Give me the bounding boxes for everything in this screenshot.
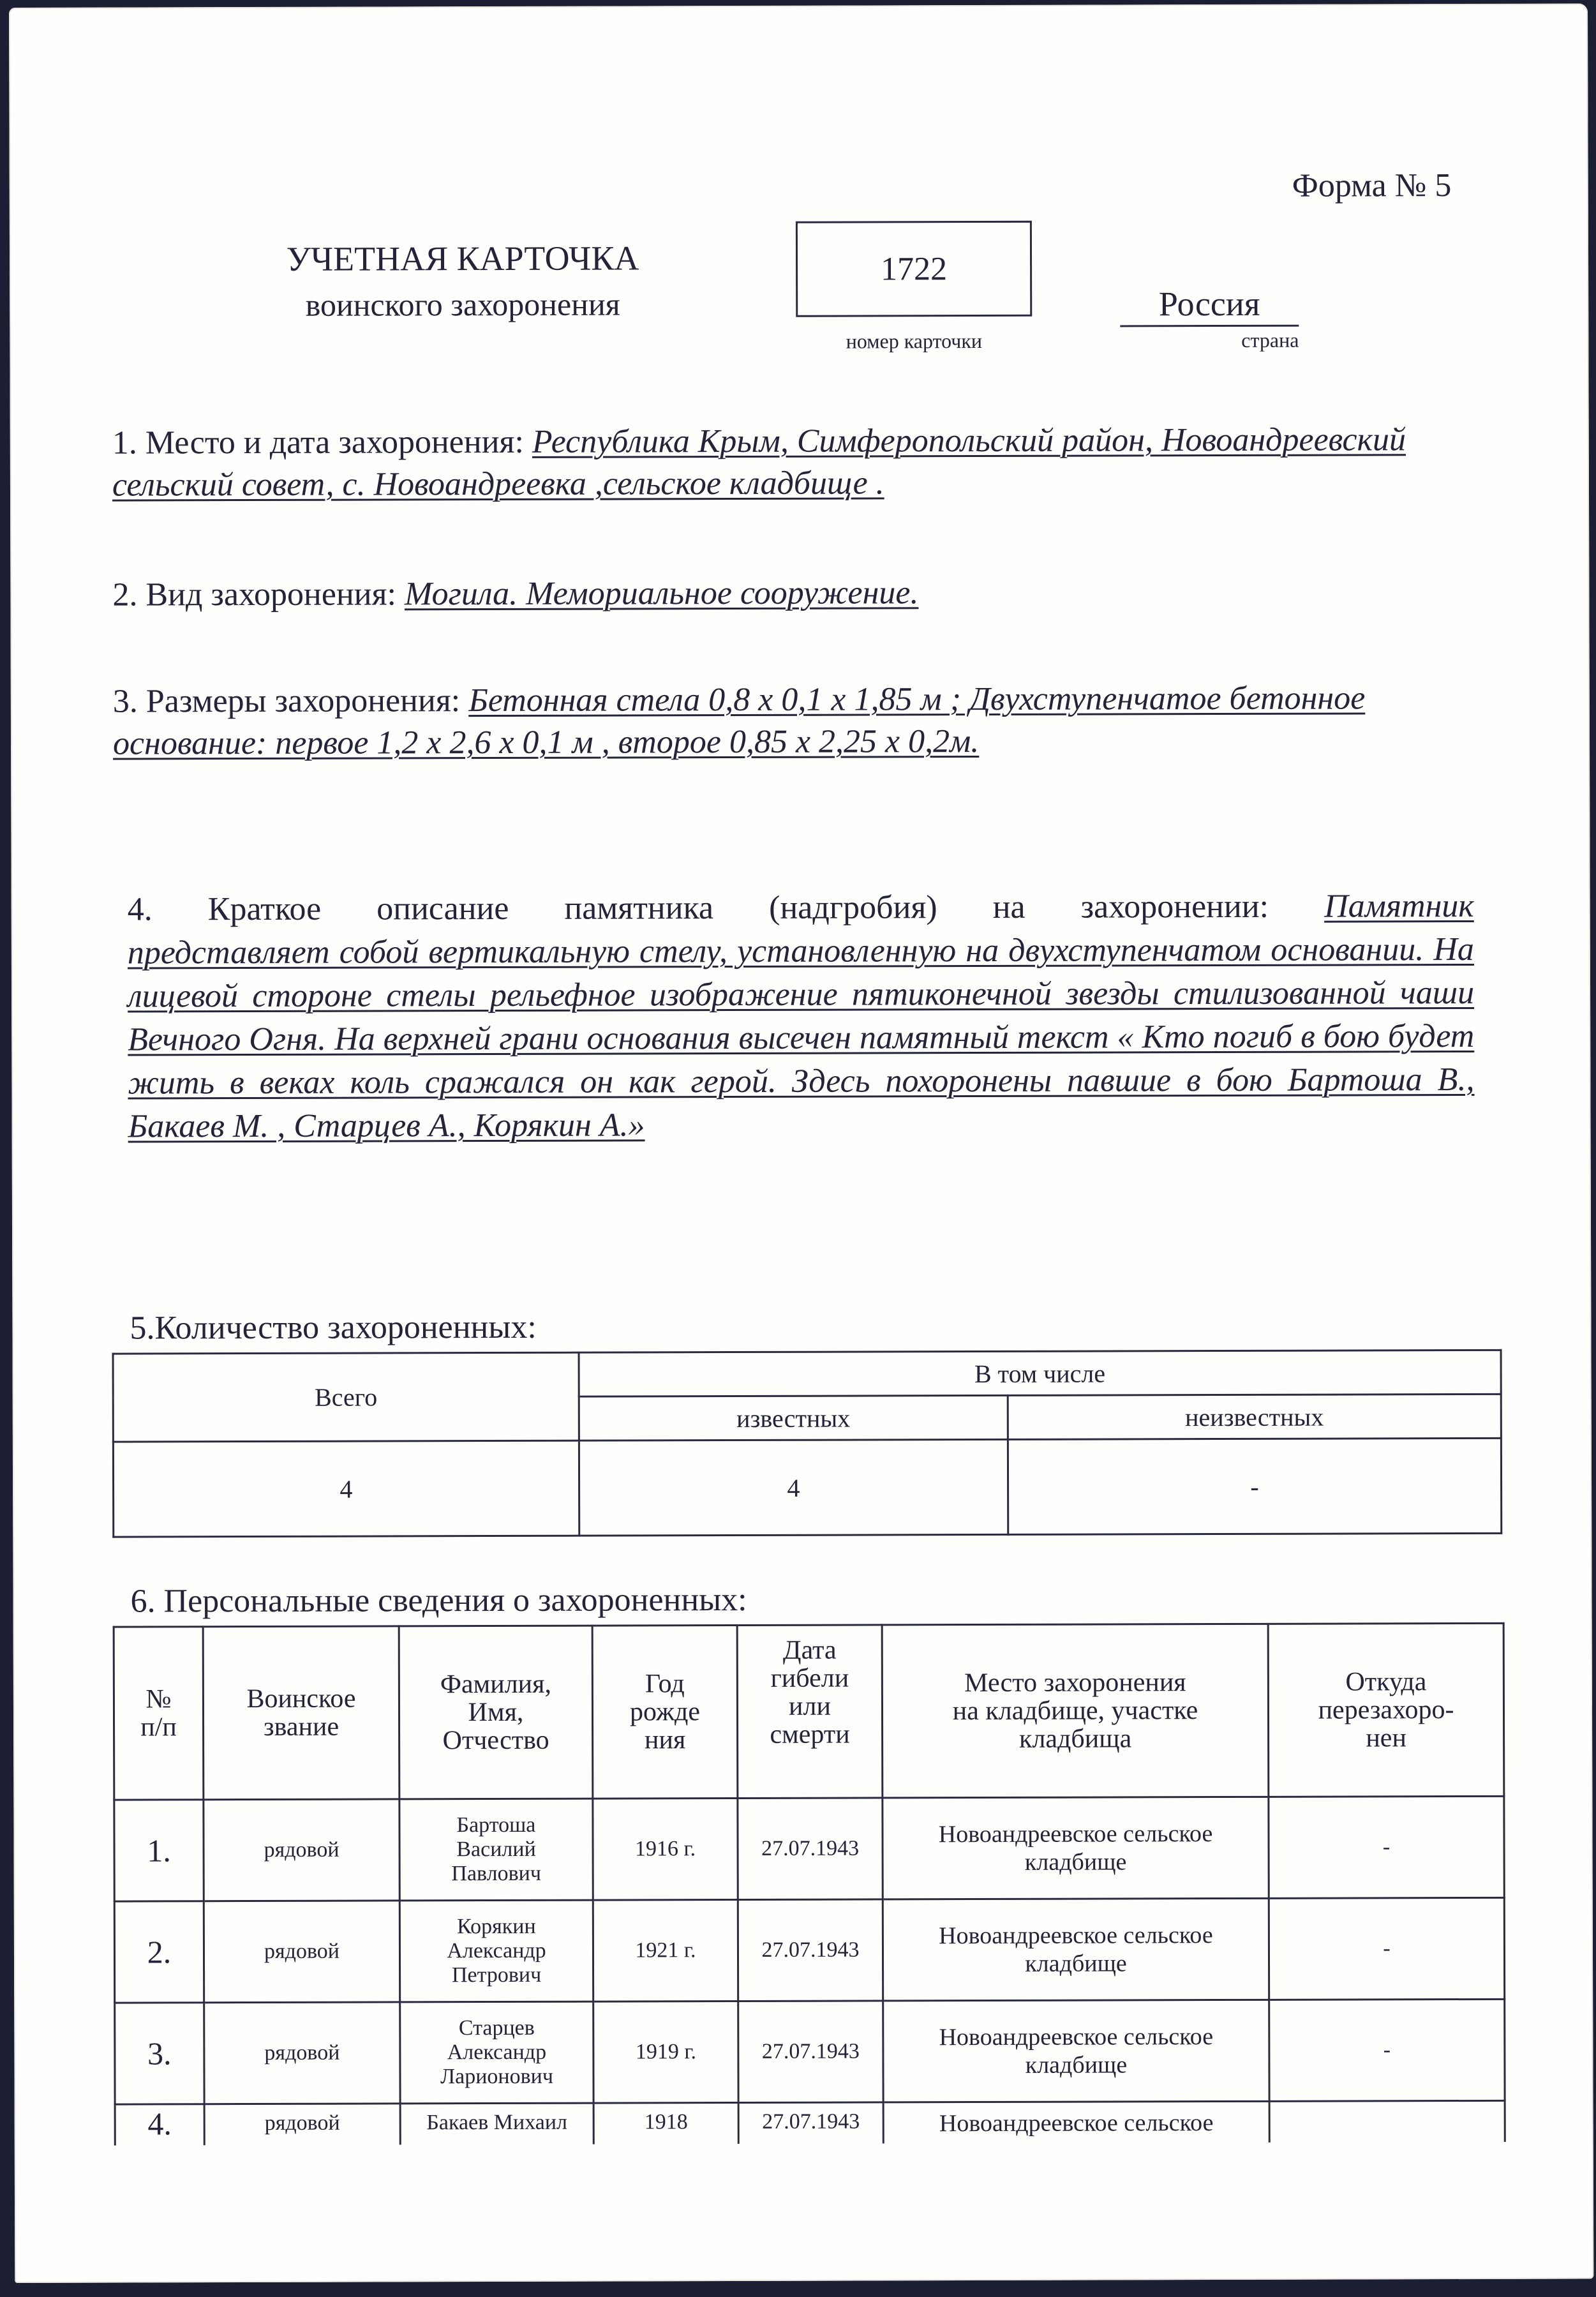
row-death-date: 27.07.1943: [738, 2001, 883, 2103]
description-label: 4. Краткое описание памятника (надгробия) на захоронении:: [127, 888, 1325, 928]
country-label: страна: [1241, 328, 1299, 352]
row-reburied-from: -: [1269, 1796, 1504, 1898]
header-known: известных: [579, 1395, 1008, 1440]
row-name: Старцев Александр Ларионович: [400, 2001, 593, 2104]
row-birth-year: 1919 г.: [593, 2001, 738, 2104]
row-number: 2.: [114, 1901, 204, 2003]
col-name: Фамилия, Имя, Отчество: [399, 1626, 593, 1799]
row-death-date: 27.07.1943: [738, 1899, 883, 2001]
row-reburied-from: [1269, 2100, 1505, 2146]
table-row: [115, 2100, 1505, 2146]
col-rank: Воинское звание: [203, 1626, 399, 1800]
burial-type-value: Могила. Мемориальное сооружение.: [404, 574, 919, 613]
row-birth-year: 1916 г.: [593, 1799, 738, 1901]
col-death-date: Дата гибели или смерти: [737, 1625, 883, 1799]
card-number: 1722: [881, 250, 948, 287]
col-number: № п/п: [114, 1627, 204, 1800]
col-reburied-from: Откуда перезахоро- нен: [1268, 1623, 1504, 1797]
row-reburied-from: -: [1269, 1999, 1505, 2101]
form-number: Форма № 5: [1292, 167, 1452, 204]
row-burial-place: Новоандреевское сельское кладбище: [883, 1898, 1269, 2001]
section-monument-description: [128, 885, 1475, 1149]
burial-place-label: 1. Место и дата захоронения:: [112, 423, 532, 461]
col-burial-place: Место захоронения на кладбище, участке кладбища: [882, 1624, 1269, 1798]
section-burial-place: [112, 419, 1452, 506]
row-death-date: 27.07.1943: [738, 1798, 883, 1900]
card-title: УЧЕТНАЯ КАРТОЧКА: [286, 239, 639, 278]
table-row: [114, 1796, 1504, 1901]
row-name: Бакаев Михаил: [400, 2103, 593, 2146]
persons-table-title: 6. Персональные сведения о захороненных:: [130, 1581, 747, 1620]
col-birth-year: Год рожде ния: [592, 1626, 738, 1799]
table-row: [115, 1999, 1505, 2104]
card-number-box: [796, 221, 1032, 317]
card-number-label: номер карточки: [846, 329, 983, 353]
page-content: [9, 3, 1596, 2146]
persons-table: [113, 1622, 1506, 2146]
row-name: Бартоша Василий Павлович: [399, 1799, 593, 1901]
row-number: 3.: [115, 2003, 204, 2104]
row-reburied-from: -: [1269, 1897, 1504, 2000]
country: Россия: [1120, 284, 1299, 327]
count-table-title: 5.Количество захороненных:: [130, 1308, 537, 1347]
value-unknown: -: [1008, 1438, 1501, 1534]
burial-type-label: 2. Вид захоронения:: [112, 576, 405, 613]
persons-table-header: [114, 1623, 1504, 1800]
row-rank: рядовой: [204, 1799, 399, 1901]
row-rank: рядовой: [204, 2104, 400, 2146]
row-number: 1.: [114, 1800, 204, 1901]
row-birth-year: 1921 г.: [593, 1900, 738, 2002]
row-name: Корякин Александр Петрович: [399, 1900, 593, 2002]
row-burial-place: Новоандреевское сельское: [883, 2101, 1269, 2146]
card-subtitle: воинского захоронения: [305, 286, 620, 323]
row-death-date: 27.07.1943: [738, 2102, 883, 2146]
row-burial-place: Новоандреевское сельское кладбище: [883, 2000, 1269, 2102]
description-value: Памятник представляет собой вертикальную стелу, установленную на двухступенчатом основании. На лицевой стороне стелы рельефное изображение пятиконечной звезды стилизованной чаши Вечного Огня. На верхней грани основания высечен памятный текст « Кто погиб в бою будет жить в веках коль сражался он как герой. Здесь похоронены павшие в бою Бартоша В., Бакаев М. , Старцев А., Корякин А.»: [127, 887, 1475, 1145]
document-page: [9, 4, 1593, 2283]
row-number: 4.: [115, 2104, 204, 2146]
dimensions-label: 3. Размеры захоронения:: [112, 682, 469, 720]
table-row: [114, 1897, 1504, 2003]
value-total: 4: [113, 1440, 579, 1537]
row-rank: рядовой: [204, 1901, 399, 2003]
row-rank: рядовой: [204, 2002, 400, 2104]
value-known: 4: [579, 1439, 1008, 1536]
row-birth-year: 1918: [593, 2103, 738, 2146]
burial-place-value: Республика Крым, Симферопольский район, Новоандреевский сельский совет, с. Новоандреевка ,сельское кладбище .: [112, 421, 1406, 504]
header-unknown: неизвестных: [1008, 1394, 1501, 1439]
row-burial-place: Новоандреевское сельское кладбище: [883, 1797, 1269, 1899]
count-table: [112, 1349, 1503, 1538]
section-burial-type: [112, 571, 1452, 616]
header-including: В том числе: [579, 1350, 1501, 1396]
dimensions-value: Бетонная стела 0,8 х 0,1 х 1,85 м ; Двухступенчатое бетонное основание: первое 1,2 х 2,6 х 0,1 м , второе 0,85 х 2,25 х 0,2м.: [112, 680, 1366, 762]
header-total: Всего: [113, 1352, 579, 1442]
section-burial-dimensions: [113, 677, 1453, 765]
